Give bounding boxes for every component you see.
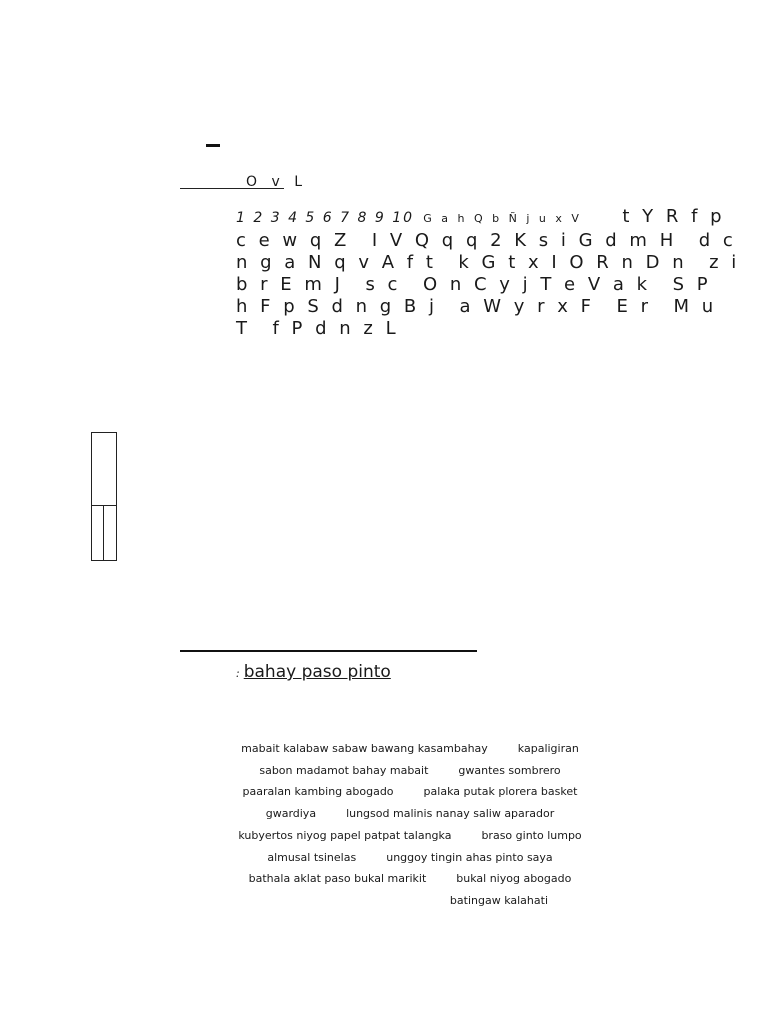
word-group: kubyertos niyog papel patpat talangka	[238, 828, 452, 842]
word-row	[180, 738, 640, 760]
word-row	[180, 890, 640, 912]
word-group: unggoy tingin ahas pinto saya	[386, 850, 553, 864]
block-line-4	[236, 274, 740, 296]
word-row	[180, 781, 640, 803]
block-line-2	[236, 230, 740, 252]
block-line-3	[236, 252, 740, 274]
word-row	[180, 847, 640, 869]
block-text: h F p S d n g B j	[236, 296, 438, 317]
subtitle	[236, 662, 391, 682]
section-rule	[180, 650, 477, 652]
block-text: c e w q Z	[236, 230, 350, 251]
block-line-1	[236, 206, 740, 230]
subtitle-text: bahay paso pinto	[243, 662, 391, 682]
block-text: z i	[709, 252, 740, 273]
word-group: bukal niyog abogado	[456, 872, 572, 886]
subtitle-colon: :	[236, 667, 240, 680]
word-group: lungsod malinis nanay saliw aparador	[346, 807, 555, 821]
block-text: S P	[672, 274, 712, 295]
word-group: palaka putak plorera basket	[423, 785, 578, 799]
block-text: f P d n z L	[272, 318, 400, 339]
block-text: d c	[698, 230, 737, 251]
block-text: M u	[673, 296, 717, 317]
block-line-5	[236, 296, 740, 318]
block-text: E r	[616, 296, 652, 317]
header-code: O v L	[246, 174, 308, 190]
side-box-divider	[91, 505, 117, 506]
word-row	[180, 760, 640, 782]
word-group: kapaligiran	[517, 742, 579, 755]
word-row	[180, 825, 640, 847]
side-box-divider	[103, 505, 104, 561]
side-box	[91, 432, 117, 561]
block-text: s c	[365, 274, 401, 295]
header-dash	[206, 144, 220, 147]
word-group: paaralan kambing abogado	[242, 785, 394, 799]
number-sequence: 1 2 3 4 5 6 7 8 9 10	[236, 210, 415, 226]
block-text: T	[236, 318, 251, 339]
word-group: braso ginto lumpo	[481, 828, 582, 842]
word-group: gwantes sombrero	[458, 763, 561, 777]
block-text: O n C y j T e V a k	[422, 274, 651, 295]
block-text: b r E m J	[236, 274, 344, 295]
word-group: batingaw kalahati	[449, 893, 548, 907]
word-group: gwardiya	[265, 807, 317, 821]
small-letters: G a h Q b Ñ j u x V	[423, 212, 582, 225]
block-text: k G t x I O R n D n	[458, 252, 688, 273]
word-group: almusal tsinelas	[267, 850, 357, 864]
block-line-6	[236, 318, 740, 340]
word-group: sabon madamot bahay mabait	[259, 763, 429, 777]
word-group: bathala aklat paso bukal marikit	[248, 872, 427, 886]
word-list	[180, 738, 640, 912]
letter-block	[236, 206, 740, 340]
block-text: t Y R f p	[622, 206, 726, 227]
word-row	[180, 868, 640, 890]
block-text: a W y r x F	[459, 296, 595, 317]
block-text: I V Q q q 2 K s i G d m H	[371, 230, 677, 251]
word-group: mabait kalabaw sabaw bawang kasambahay	[241, 742, 488, 755]
block-text: n g a N q v A f t	[236, 252, 437, 273]
word-row	[180, 803, 640, 825]
